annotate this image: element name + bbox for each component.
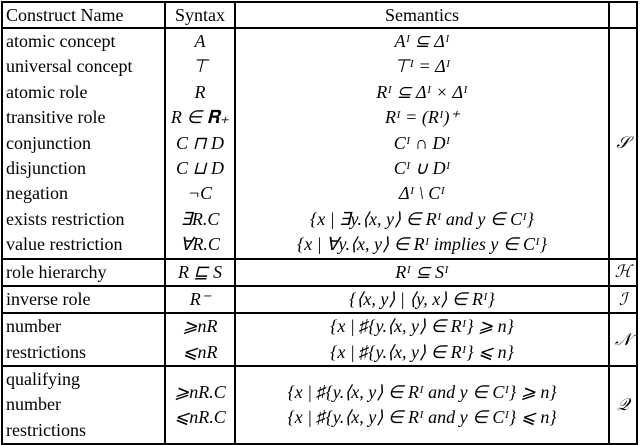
syntax: ∃R.C bbox=[180, 208, 220, 229]
semantics: {x | ♯{y.⟨x, y⟩ ∈ Rᴵ} ⩾ n} bbox=[330, 316, 514, 337]
semantics: Δᴵ \ Cᴵ bbox=[399, 183, 445, 204]
syntax: C ⊔ D bbox=[175, 157, 225, 178]
logic-letter: ℐ bbox=[609, 286, 637, 313]
syntax-cell bbox=[165, 286, 235, 313]
semantics: Aᴵ ⊆ Δᴵ bbox=[394, 31, 450, 51]
construct-name: atomic concept bbox=[6, 31, 116, 51]
construct-name: disjunction bbox=[6, 157, 86, 178]
semantics: {x | ♯{y.⟨x, y⟩ ∈ Rᴵ} ⩽ n} bbox=[330, 341, 514, 362]
table-row-group bbox=[2, 313, 637, 366]
construct-name-cell bbox=[2, 286, 165, 313]
semantics-cell bbox=[235, 313, 609, 366]
semantics: Rᴵ ⊆ Δᴵ × Δᴵ bbox=[376, 81, 468, 102]
construct-name: restrictions bbox=[6, 341, 86, 362]
syntax: ⩽nR bbox=[182, 341, 218, 362]
semantics: {x | ♯{y.⟨x, y⟩ ∈ Rᴵ and y ∈ Cᴵ} ⩽ n} bbox=[287, 407, 557, 428]
construct-name: inverse role bbox=[6, 288, 91, 309]
header-row bbox=[2, 2, 637, 28]
construct-name: qualifying bbox=[6, 369, 80, 390]
syntax-cell bbox=[165, 313, 235, 366]
syntax: R bbox=[194, 81, 206, 102]
construct-name: conjunction bbox=[6, 132, 91, 153]
semantics: Cᴵ ∪ Dᴵ bbox=[393, 157, 451, 178]
construct-name: universal concept bbox=[6, 56, 133, 77]
semantics: Cᴵ ∩ Dᴵ bbox=[393, 132, 451, 153]
construct-name-cell bbox=[2, 28, 165, 259]
logic-letter: ℋ bbox=[609, 259, 637, 286]
semantics: {x | ∃y.⟨x, y⟩ ∈ Rᴵ and y ∈ Cᴵ} bbox=[310, 208, 534, 229]
syntax: R⁻ bbox=[189, 288, 211, 309]
syntax-cell bbox=[165, 28, 235, 259]
syntax: C ⊓ D bbox=[175, 132, 225, 153]
semantics-cell bbox=[235, 259, 609, 286]
logic-letter: 𝒩 bbox=[609, 313, 637, 366]
construct-name: exists restriction bbox=[6, 208, 125, 229]
constructs-table bbox=[1, 1, 638, 445]
construct-name: atomic role bbox=[6, 81, 88, 102]
table-row-group bbox=[2, 286, 637, 313]
construct-name: negation bbox=[6, 183, 68, 204]
construct-name: value restriction bbox=[6, 234, 123, 255]
construct-name-cell bbox=[2, 313, 165, 366]
header-construct-name: Construct Name bbox=[2, 2, 165, 28]
table-body bbox=[2, 28, 637, 444]
table-row-group bbox=[2, 28, 637, 259]
header-syntax: Syntax bbox=[165, 2, 235, 28]
syntax: ∀R.C bbox=[180, 234, 220, 255]
semantics: Rᴵ ⊆ Sᴵ bbox=[395, 261, 449, 282]
syntax-cell bbox=[165, 259, 235, 286]
syntax: ¬C bbox=[187, 183, 213, 204]
table-row-group bbox=[2, 366, 637, 444]
construct-name: role hierarchy bbox=[6, 261, 107, 282]
syntax: ⩾nR bbox=[182, 316, 218, 337]
syntax: ⊤ bbox=[192, 56, 208, 77]
syntax-cell bbox=[165, 366, 235, 444]
construct-name: number bbox=[6, 316, 61, 337]
semantics: Rᴵ = (Rᴵ)⁺ bbox=[384, 107, 460, 128]
syntax: R ⊑ S bbox=[177, 261, 223, 282]
logic-letter: 𝒮 bbox=[609, 28, 637, 259]
syntax: ⩾nR.C bbox=[174, 381, 226, 402]
table-row-group bbox=[2, 259, 637, 286]
semantics: {⟨x, y⟩ | ⟨y, x⟩ ∈ Rᴵ} bbox=[349, 288, 495, 309]
logic-letter: 𝒬 bbox=[609, 366, 637, 444]
construct-name: restrictions bbox=[6, 419, 86, 440]
syntax: ⩽nR.C bbox=[174, 407, 226, 428]
semantics: {x | ♯{y.⟨x, y⟩ ∈ Rᴵ and y ∈ Cᴵ} ⩾ n} bbox=[287, 381, 557, 402]
syntax: R ∈ 𝐑₊ bbox=[170, 107, 230, 128]
semantics: {x | ∀y.⟨x, y⟩ ∈ Rᴵ implies y ∈ Cᴵ} bbox=[297, 234, 547, 255]
semantics: ⊤ᴵ = Δᴵ bbox=[393, 56, 451, 77]
header-logic bbox=[609, 2, 637, 28]
semantics-cell bbox=[235, 28, 609, 259]
header-semantics: Semantics bbox=[235, 2, 609, 28]
construct-name: number bbox=[6, 394, 61, 415]
semantics-cell bbox=[235, 366, 609, 444]
construct-name: transitive role bbox=[6, 107, 106, 128]
syntax: A bbox=[194, 31, 206, 51]
construct-name-cell bbox=[2, 259, 165, 286]
semantics-cell bbox=[235, 286, 609, 313]
construct-name-cell bbox=[2, 366, 165, 444]
